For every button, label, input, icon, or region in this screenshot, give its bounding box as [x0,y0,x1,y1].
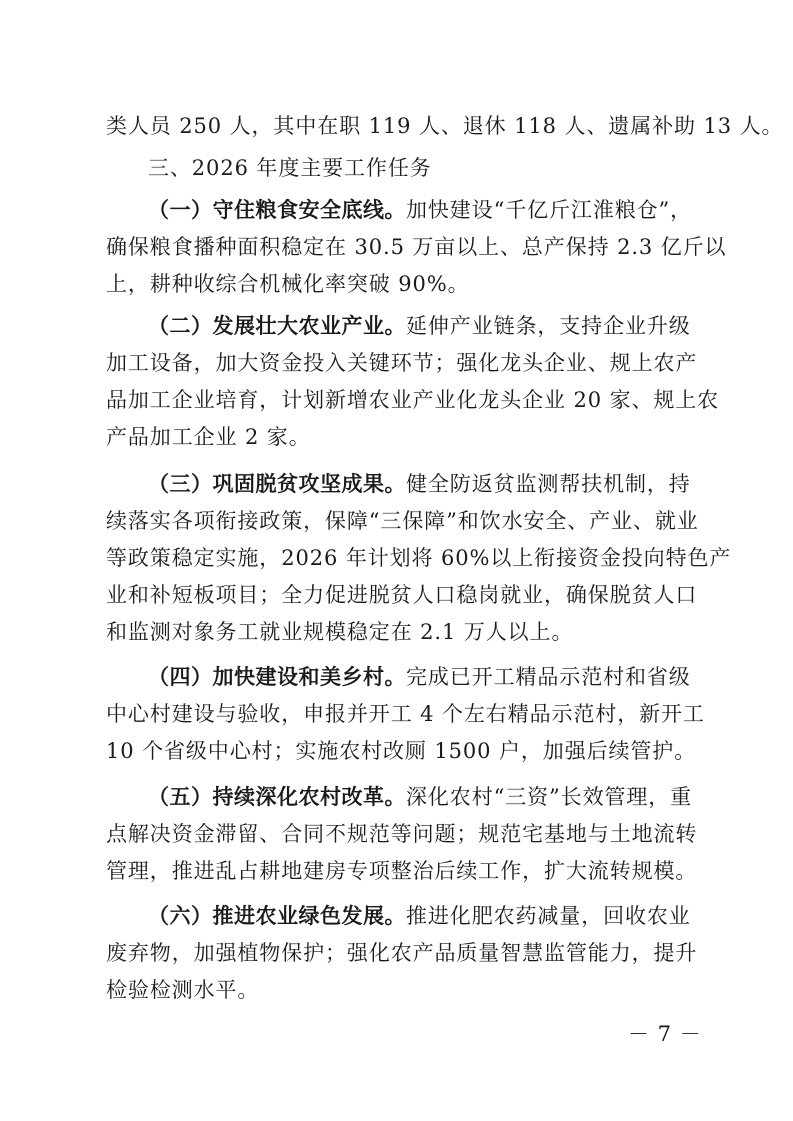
text-line: 加工设备，加大资金投入关键环节；强化龙头企业、规上农产 [106,351,698,375]
paragraph-first-line [148,469,691,499]
subsection-title: （四）加快建设和美乡村。 [148,665,406,689]
text-run: 推进化肥农药减量，回收农业 [406,904,691,928]
text-run: 健全防返贫监测帮扶机制，持 [406,472,691,496]
section-heading: 三、2026 年度主要工作任务 [148,156,432,180]
subsection-title: （六）推进农业绿色发展。 [148,904,406,928]
paragraph-first-line [148,782,692,812]
text-line: 产品加工企业 2 家。 [106,425,311,449]
text-line: 废弃物，加强植物保护；强化农产品质量智慧监管能力，提升 [106,941,698,965]
subsection-title: （三）巩固脱贫攻坚成果。 [148,472,406,496]
text-line: 等政策稳定实施，2026 年计划将 60%以上衔接资金投向特色产 [106,546,732,570]
text-line: 检验检测水平。 [106,978,260,1002]
subsection-title: （一）守住粮食安全底线。 [148,198,406,222]
text-run: 延伸产业链条，支持企业升级 [406,314,691,338]
page-number: － 7 － [628,1022,702,1046]
text-line: 点解决资金滞留、合同不规范等问题；规范宅基地与土地流转 [106,822,698,846]
paragraph-first-line [148,311,691,341]
text-line: 业和补短板项目；全力促进脱贫人口稳岗就业，确保脱贫人口 [106,583,698,607]
text-line: 和监测对象务工就业规模稳定在 2.1 万人以上。 [106,620,574,644]
paragraph-first-line [148,662,691,692]
subsection-title: （二）发展壮大农业产业。 [148,314,406,338]
text-line: 上，耕种收综合机械化率突破 90%。 [106,272,470,296]
text-line: 品加工企业培育，计划新增农业产业化龙头企业 20 家、规上农 [106,388,720,412]
text-line: 续落实各项衔接政策，保障“三保障”和饮水安全、产业、就业 [106,509,699,533]
text-line: 中心村建设与验收，申报并开工 4 个左右精品示范村，新开工 [106,702,705,726]
text-line: 10 个省级中心村；实施农村改厕 1500 户，加强后续管护。 [106,739,697,763]
text-run: 深化农村“三资”长效管理，重 [406,785,693,809]
text-line: 确保粮食播种面积稳定在 30.5 万亩以上、总产保持 2.3 亿斤以 [106,235,727,259]
text-line: 管理，推进乱占耕地建房专项整治后续工作，扩大流转规模。 [106,859,698,883]
paragraph-first-line [148,195,692,225]
text-run: 完成已开工精品示范村和省级 [406,665,691,689]
subsection-title: （五）持续深化农村改革。 [148,785,406,809]
text-run: 加快建设“千亿斤江淮粮仓”， [406,198,693,222]
text-line: 类人员 250 人，其中在职 119 人、退休 118 人、遗属补助 13 人。 [106,114,784,138]
paragraph-first-line [148,901,691,931]
